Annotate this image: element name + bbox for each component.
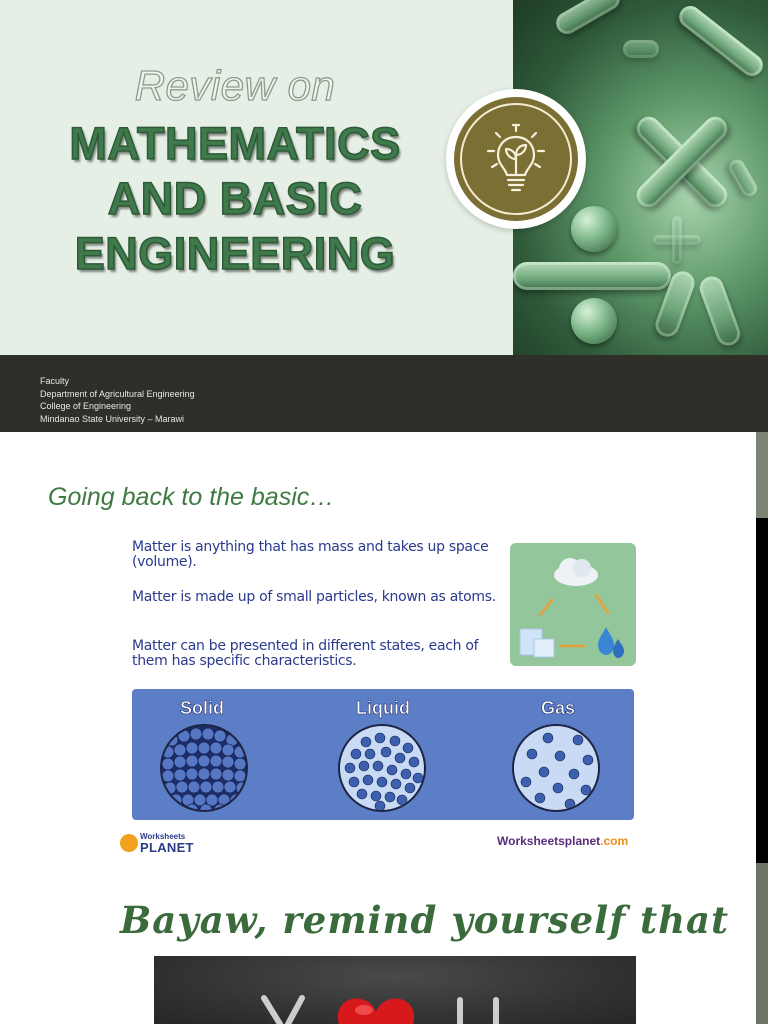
- state-label-liquid: Liquid: [356, 698, 410, 718]
- scrollbar-track-bottom: [756, 863, 768, 1024]
- worksheets-planet-logo: [120, 832, 210, 854]
- matter-atoms-text: Matter is made up of small particles, known as atoms.: [132, 589, 496, 605]
- scrollbar-track-top: [756, 432, 768, 518]
- footer-credits: [40, 375, 195, 425]
- liquid-particles-illustration: [338, 724, 426, 812]
- title-line-3: ENGINEERING: [74, 228, 396, 279]
- footer-line-college: College of Engineering: [40, 401, 132, 411]
- review-on-text: Review on: [134, 62, 336, 109]
- logo-badge: [446, 89, 586, 229]
- logo-top-text: Worksheets: [140, 832, 186, 841]
- heart-icon: [338, 999, 414, 1024]
- logo-main-text: PLANET: [140, 840, 194, 855]
- lightbulb-plant-icon: [482, 121, 550, 197]
- title-line-2: AND BASIC: [107, 173, 363, 224]
- cloud-icon: [554, 558, 598, 586]
- chalkboard-image: [154, 956, 636, 1024]
- matter-worksheet-image: [108, 528, 668, 858]
- states-of-matter-panel: [132, 689, 634, 820]
- ice-cube-icon: [520, 629, 554, 657]
- basics-slide: [0, 432, 768, 1024]
- reminder-heading: Bayaw, remind yourself that: [120, 898, 730, 942]
- state-label-solid: Solid: [180, 698, 224, 718]
- title-slide: [0, 0, 768, 432]
- matter-states-text: Matter can be presented in different states, each of them has specific characteristics.: [132, 638, 479, 669]
- water-drop-icon: [598, 627, 624, 658]
- planet-icon: [120, 834, 138, 852]
- solid-particles-illustration: [160, 724, 248, 812]
- footer-line-university: Mindanao State University – Marawi: [40, 413, 185, 424]
- footer-line-faculty: Faculty: [40, 376, 70, 386]
- matter-definition-text: Matter is anything that has mass and takes up space (volume).: [132, 539, 489, 570]
- state-label-gas: Gas: [540, 698, 576, 718]
- state-cycle-illustration: [510, 543, 636, 666]
- scrollbar-thumb[interactable]: [756, 518, 768, 863]
- title-line-1: MATHEMATICS: [69, 118, 401, 169]
- gas-particles-illustration: [512, 724, 600, 812]
- site-url: Worksheetsplanet.com: [497, 834, 629, 848]
- slide-heading: Going back to the basic…: [48, 483, 335, 511]
- footer-line-department: Department of Agricultural Engineering: [40, 388, 195, 399]
